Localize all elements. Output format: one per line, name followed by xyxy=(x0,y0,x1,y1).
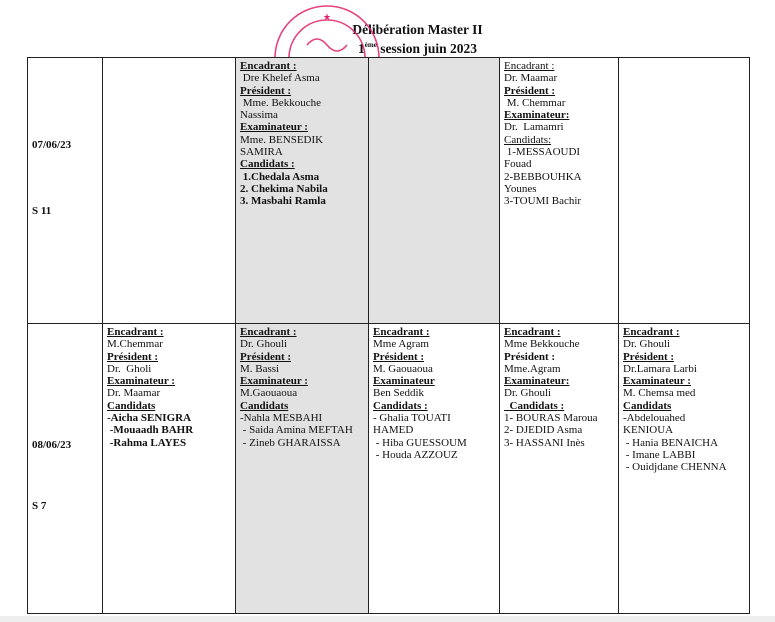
jury-role-label: Examinateur xyxy=(373,375,435,388)
jury-line: Dre Khelef Asma xyxy=(240,72,320,85)
jury-role-label: Candidats : xyxy=(504,399,565,412)
jury-cell xyxy=(103,58,236,324)
jury-line: Dr. Ghouli xyxy=(623,338,671,351)
jury-cell xyxy=(103,324,236,614)
jury-role-label: Encadrant : xyxy=(623,326,680,338)
jury-role-label: Candidats xyxy=(240,399,289,412)
jury-role-label: Encadrant : xyxy=(504,326,561,338)
jury-line: Fouad xyxy=(504,158,532,171)
jury-line: 2-BEBBOUHKA xyxy=(504,170,582,183)
session-room: S 7 xyxy=(32,500,47,513)
jury-cell xyxy=(236,324,369,614)
jury-line: - Ouidjdane CHENNA xyxy=(623,461,727,474)
jury-cell xyxy=(500,58,619,324)
jury-line: 2- DJEDID Asma xyxy=(504,424,583,437)
session-date: 08/06/23 xyxy=(32,439,72,451)
jury-line: M. Chemmar xyxy=(504,96,566,109)
jury-line: KENIOUA xyxy=(623,424,674,437)
session-subtitle: 1ème session juin 2023 xyxy=(358,41,477,56)
jury-role-label: Président : xyxy=(240,350,292,363)
jury-line: 2. Chekima Nabila xyxy=(240,182,328,195)
jury-line: -Aicha SENIGRA xyxy=(107,412,192,425)
jury-line: M.Gaouaoua xyxy=(240,387,298,400)
jury-line: M.Chemmar xyxy=(107,338,163,351)
jury-line: -Mouaadh BAHR xyxy=(107,424,194,437)
jury-role-label: Candidats xyxy=(107,399,156,412)
jury-line: - Hania BENAICHA xyxy=(623,436,719,449)
jury-line: Mme.Agram xyxy=(504,362,561,375)
jury-role-label: Président : xyxy=(107,350,159,363)
jury-line: Mme Bekkouche xyxy=(504,338,580,351)
date-cell xyxy=(28,58,103,324)
jury-line: -Rahma LAYES xyxy=(107,436,187,449)
table-row xyxy=(28,324,750,614)
jury-role-label: Candidats xyxy=(623,399,672,412)
jury-role-label: Candidats: xyxy=(504,133,552,146)
jury-line: Ben Seddik xyxy=(373,387,425,400)
jury-line: 1-MESSAOUDI xyxy=(504,146,581,159)
jury-line: M. Chemsa med xyxy=(623,387,696,400)
jury-role-label: Président : xyxy=(240,84,292,97)
jury-line: 1- BOURAS Maroua xyxy=(504,412,598,425)
jury-role-label: Examinateur : xyxy=(240,121,308,134)
session-room: S 11 xyxy=(32,205,52,218)
deliberation-table xyxy=(27,57,750,614)
jury-line: Nassima xyxy=(240,109,278,122)
jury-line: Mme. Bekkouche xyxy=(240,96,321,109)
jury-cell xyxy=(619,58,750,324)
jury-line: - Saida Amina MEFTAH xyxy=(240,424,353,437)
jury-line: -Abdelouahed xyxy=(623,412,686,425)
jury-role-label: Candidats : xyxy=(373,399,428,412)
jury-line: Mme. BENSEDIK xyxy=(240,133,324,146)
jury-line: Dr. Ghouli xyxy=(240,338,288,351)
jury-role-label: Encadrant : xyxy=(240,60,297,72)
jury-line: - Hiba GUESSOUM xyxy=(373,436,467,449)
jury-line: Mme Agram xyxy=(373,338,429,351)
jury-line: - Imane LABBI xyxy=(623,448,696,461)
jury-role-label: Encadrant : xyxy=(504,60,555,72)
jury-role-label: Candidats : xyxy=(240,158,295,171)
jury-cell xyxy=(369,58,500,324)
jury-line: Dr. Ghouli xyxy=(504,387,552,400)
jury-line: - Ghalia TOUATI xyxy=(373,412,451,425)
table-row xyxy=(28,58,750,324)
jury-role-label: Président : xyxy=(623,350,675,363)
jury-role-label: Examinateur: xyxy=(504,109,570,122)
jury-line: Dr.Lamara Larbi xyxy=(623,362,697,375)
date-cell xyxy=(28,324,103,614)
session-date: 07/06/23 xyxy=(32,139,72,151)
jury-cell xyxy=(236,58,369,324)
jury-role-label: Encadrant : xyxy=(107,326,164,338)
jury-line: -Nahla MESBAHI xyxy=(240,412,323,425)
jury-cell xyxy=(500,324,619,614)
jury-cell xyxy=(369,324,500,614)
jury-role-label: Examinateur : xyxy=(107,375,175,388)
jury-line: M. Gaouaoua xyxy=(373,362,433,375)
jury-line: - Zineb GHARAISSA xyxy=(240,436,341,449)
jury-line: SAMIRA xyxy=(240,146,283,159)
jury-line: HAMED xyxy=(373,424,414,437)
jury-role-label: Président : xyxy=(373,350,425,363)
jury-line: - Houda AZZOUZ xyxy=(373,448,458,461)
jury-line: 3. Masbahi Ramla xyxy=(240,195,326,208)
jury-line: 1.Chedala Asma xyxy=(240,170,320,183)
jury-role-label: Examinateur : xyxy=(623,375,691,388)
jury-role-label: Encadrant : xyxy=(240,326,297,338)
jury-line: Younes xyxy=(504,182,537,195)
jury-line: Dr. Gholi xyxy=(107,362,152,375)
jury-role-label: Examinateur : xyxy=(240,375,308,388)
jury-cell xyxy=(619,324,750,614)
jury-line: 3- HASSANI Inès xyxy=(504,436,585,449)
jury-line: Dr. Maamar xyxy=(107,387,161,400)
svg-text:★: ★ xyxy=(322,13,332,23)
jury-line: 3-TOUMI Bachir xyxy=(504,195,582,208)
jury-line: M. Bassi xyxy=(240,362,280,375)
jury-role-label: Encadrant : xyxy=(373,326,430,338)
document-title: Délibération Master II xyxy=(352,22,483,37)
jury-role-label: Président : xyxy=(504,84,556,97)
jury-role-label: Examinateur: xyxy=(504,375,570,388)
jury-line: Président : xyxy=(504,350,556,363)
jury-line: Dr. Maamar xyxy=(504,72,558,85)
jury-line: Dr. Lamamri xyxy=(504,121,564,134)
page-bottom-edge xyxy=(0,616,775,622)
